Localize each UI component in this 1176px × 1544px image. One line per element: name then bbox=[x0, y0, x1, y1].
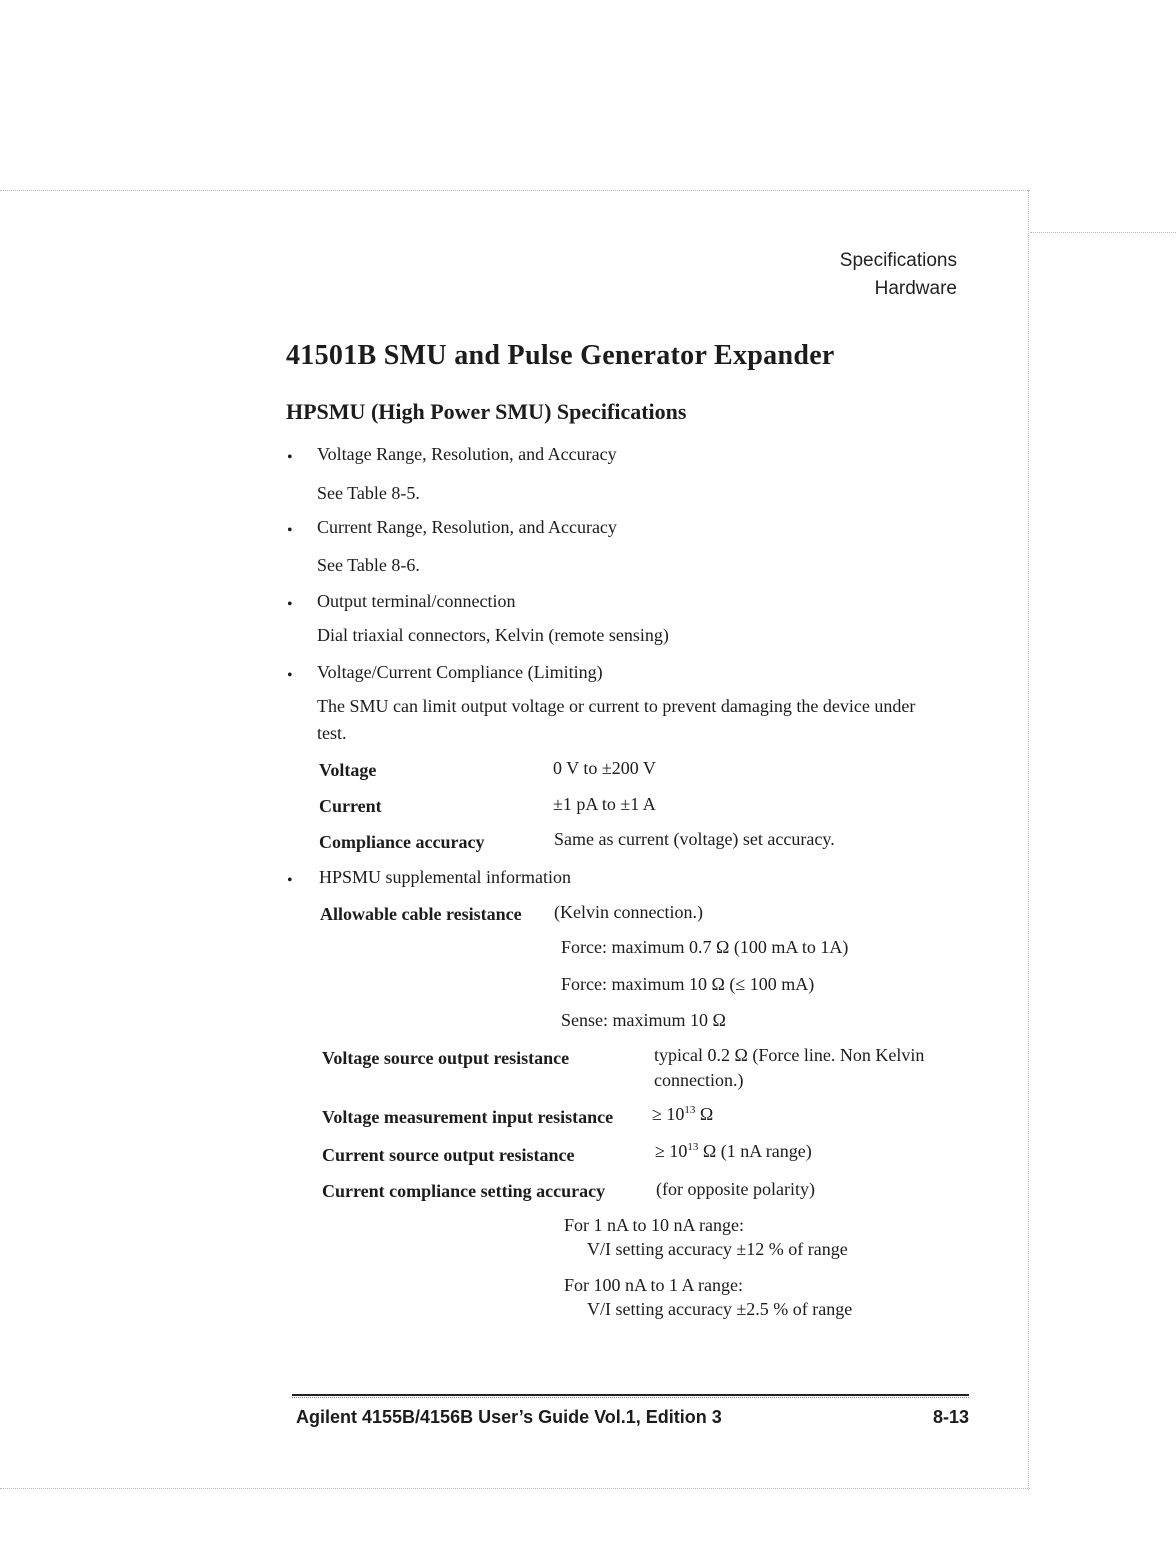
bullet-2-marker: • bbox=[287, 522, 293, 539]
footer-rule bbox=[292, 1394, 969, 1396]
bullet-3-title: Output terminal/connection bbox=[317, 591, 516, 611]
bullet-4-title: Voltage/Current Compliance (Limiting) bbox=[317, 662, 603, 682]
csor-value-prefix: ≥ 10 bbox=[655, 1141, 688, 1161]
cable-force-low: Force: maximum 10 Ω (≤ 100 mA) bbox=[561, 974, 815, 994]
compliance-accuracy-value: Same as current (voltage) set accuracy. bbox=[554, 829, 835, 849]
vsor-label: Voltage source output resistance bbox=[322, 1048, 570, 1068]
compliance-current-label: Current bbox=[319, 796, 382, 816]
compliance-voltage-value: 0 V to ±200 V bbox=[553, 758, 656, 778]
vmir-value-prefix: ≥ 10 bbox=[652, 1104, 685, 1124]
bullet-2-body: See Table 8-6. bbox=[317, 555, 420, 575]
range1-title: For 1 nA to 10 nA range: bbox=[564, 1215, 744, 1235]
subsection-title: HPSMU (High Power SMU) Specifications bbox=[286, 399, 687, 424]
running-header bbox=[840, 247, 957, 303]
vmir-value-exponent: 13 bbox=[684, 1104, 696, 1116]
section-title: 41501B SMU and Pulse Generator Expander bbox=[286, 340, 835, 371]
scan-edge-bottom bbox=[0, 1488, 1030, 1489]
range2-detail: V/I setting accuracy ±2.5 % of range bbox=[587, 1299, 853, 1319]
vsor-value: typical 0.2 Ω (Force line. Non Kelvin connection.) bbox=[654, 1045, 925, 1090]
header-chapter: Specifications bbox=[839, 250, 957, 271]
ccsa-value: (for opposite polarity) bbox=[656, 1179, 815, 1199]
csor-value bbox=[655, 1141, 812, 1162]
bullet-3-marker: • bbox=[287, 596, 293, 613]
vmir-value-unit: Ω bbox=[695, 1104, 714, 1124]
compliance-accuracy-label: Compliance accuracy bbox=[319, 832, 485, 852]
bullet-3-body: Dial triaxial connectors, Kelvin (remote sensing) bbox=[317, 625, 669, 645]
bullet-1-body: See Table 8-5. bbox=[317, 483, 420, 503]
compliance-voltage-label: Voltage bbox=[319, 760, 377, 780]
range1-detail: V/I setting accuracy ±12 % of range bbox=[587, 1239, 848, 1259]
scan-edge-right-tick bbox=[1030, 232, 1176, 233]
csor-value-unit: Ω (1 nA range) bbox=[698, 1141, 812, 1161]
scan-edge-top bbox=[0, 190, 1030, 191]
scan-edge-right bbox=[1028, 190, 1029, 1490]
cable-force-high: Force: maximum 0.7 Ω (100 mA to 1A) bbox=[561, 937, 849, 957]
cable-resistance-value: (Kelvin connection.) bbox=[554, 902, 703, 922]
footer-page-number: 8-13 bbox=[932, 1407, 969, 1427]
bullet-4-body: The SMU can limit output voltage or current to prevent damaging the device under test. bbox=[317, 696, 916, 743]
bullet-5-marker: • bbox=[287, 872, 293, 889]
bullet-1-marker: • bbox=[287, 449, 293, 466]
compliance-current-value: ±1 pA to ±1 A bbox=[553, 794, 656, 814]
vmir-value bbox=[652, 1104, 713, 1125]
footer-rule-dotted bbox=[292, 1397, 969, 1398]
bullet-4-marker: • bbox=[287, 667, 293, 684]
header-section: Hardware bbox=[874, 278, 957, 299]
ccsa-label: Current compliance setting accuracy bbox=[322, 1181, 606, 1201]
cable-resistance-label: Allowable cable resistance bbox=[320, 904, 522, 924]
range2-title: For 100 nA to 1 A range: bbox=[564, 1275, 743, 1295]
footer-guide-title: Agilent 4155B/4156B User’s Guide Vol.1, Edition 3 bbox=[296, 1407, 722, 1427]
vmir-label: Voltage measurement input resistance bbox=[322, 1107, 614, 1127]
bullet-5-title: HPSMU supplemental information bbox=[319, 867, 571, 887]
csor-value-exponent: 13 bbox=[687, 1141, 699, 1153]
bullet-1-title: Voltage Range, Resolution, and Accuracy bbox=[317, 444, 617, 464]
cable-sense: Sense: maximum 10 Ω bbox=[561, 1010, 726, 1030]
csor-label: Current source output resistance bbox=[322, 1145, 575, 1165]
bullet-2-title: Current Range, Resolution, and Accuracy bbox=[317, 517, 617, 537]
